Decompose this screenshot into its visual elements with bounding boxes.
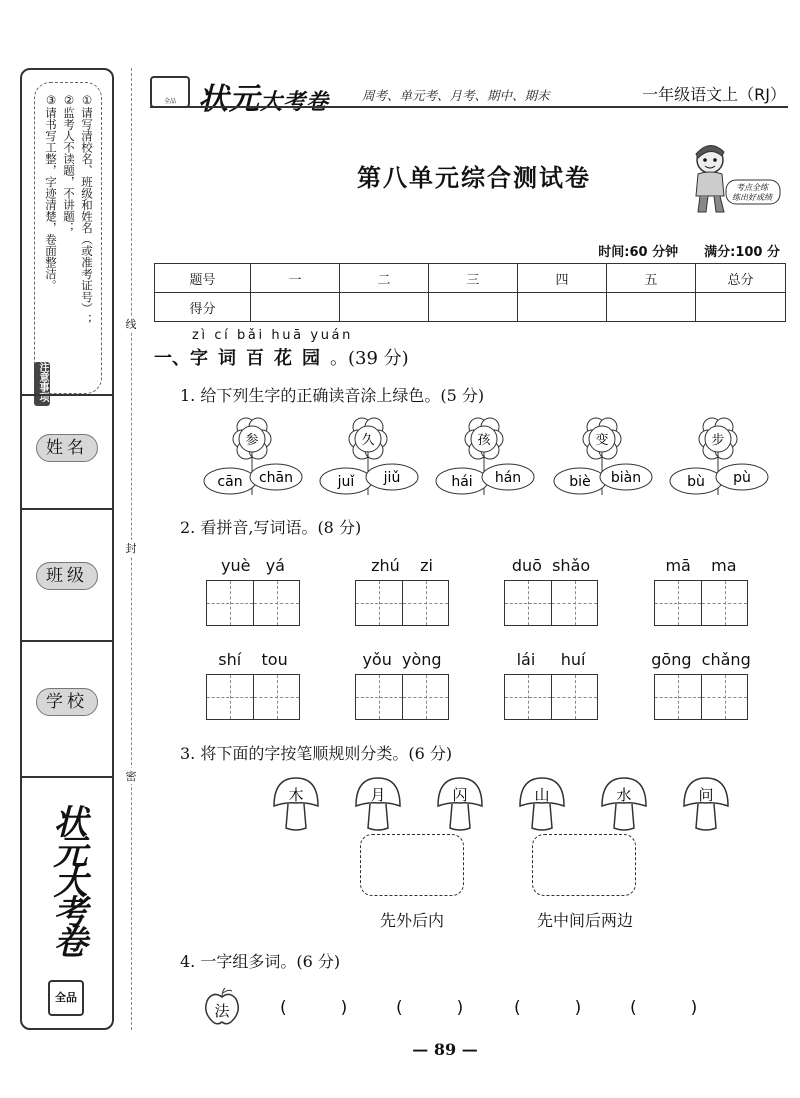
answer-blank-4[interactable]: ( ) [630, 998, 698, 1018]
writing-grid[interactable] [504, 580, 598, 626]
notes-title: 注意事项 [34, 362, 50, 406]
pinyin-right: jiǔ [383, 470, 401, 486]
writing-grid[interactable] [654, 580, 748, 626]
word-pinyin: lái huí [516, 650, 586, 669]
score-input-cell[interactable] [429, 293, 518, 322]
note-1: ①请写清校名、班级和姓名（或准考证号）； [80, 93, 94, 326]
pinyin-left: juǐ [337, 474, 355, 490]
divider [22, 640, 112, 642]
note-2: ②监考人不读题，不讲题； [62, 93, 76, 234]
flower-char: 参 [245, 433, 259, 448]
apple-char: 法 [214, 1002, 230, 1020]
answer-blank-3[interactable]: ( ) [514, 998, 582, 1018]
table-cell: 三 [429, 264, 518, 293]
mushroom-4[interactable] [518, 776, 566, 832]
time-limit: 时间:60 分钟 [598, 245, 679, 260]
flower-char: 孩 [477, 433, 491, 448]
grade-label: 一年级语文上（RJ） [642, 85, 786, 104]
score-table-score-row [155, 293, 786, 322]
word-pinyin: yǒu yòng [362, 650, 442, 669]
table-cell: 得分 [155, 293, 251, 322]
section-title-chars: 字词百花园 [190, 348, 330, 369]
brand-icon [150, 76, 190, 108]
pinyin-left: biè [569, 474, 591, 490]
sidebar-logo [34, 790, 100, 1026]
page-number: — 89 — [412, 1040, 478, 1059]
page-title: 第八单元综合测试卷 [357, 163, 591, 192]
header-rule [150, 106, 788, 108]
cut-mark-line: 线 [121, 316, 141, 332]
section-points: 。(39 分) [330, 348, 409, 369]
mushroom-1[interactable] [272, 776, 320, 832]
section-pinyin: zì cí bǎi huā yuán [192, 328, 353, 343]
word-pinyin: shí tou [218, 650, 288, 669]
mushroom-5[interactable] [600, 776, 648, 832]
brand-name-b: 大考卷 [260, 90, 330, 115]
mushroom-char: 山 [534, 786, 550, 804]
brand-name-a: 状元 [198, 82, 260, 117]
score-input-cell[interactable] [251, 293, 340, 322]
mascot-text-2: 练出好成绩 [732, 193, 772, 202]
mushroom-2[interactable] [354, 776, 402, 832]
mascot-icon [686, 138, 782, 218]
notes-box [34, 82, 102, 394]
mushroom-char: 月 [370, 786, 386, 804]
word-pinyin: gōng chǎng [651, 650, 751, 669]
score-input-cell[interactable] [607, 293, 696, 322]
flower-1 [202, 415, 322, 503]
table-cell: 总分 [696, 264, 786, 293]
table-cell: 题号 [155, 264, 251, 293]
flower-2 [318, 415, 438, 503]
writing-grid[interactable] [654, 674, 748, 720]
pinyin-right: hán [494, 470, 522, 486]
sort-box-middle-sides[interactable] [532, 834, 636, 896]
table-cell: 一 [251, 264, 340, 293]
pinyin-left: bù [687, 474, 705, 490]
school-field-label: 学校 [36, 688, 98, 716]
brand-name [198, 74, 329, 118]
cut-mark-secret: 密 [121, 768, 141, 784]
mushroom-6[interactable] [682, 776, 730, 832]
sidebar-logo-text: 状元大考卷 [47, 804, 87, 954]
divider [22, 508, 112, 510]
writing-grid[interactable] [355, 580, 449, 626]
pinyin-right: pù [733, 470, 751, 486]
mushroom-char: 闪 [452, 786, 468, 804]
note-3: ③请书写工整，字迹清楚，卷面整洁。 [44, 93, 58, 291]
section-title: 一、字词百花园。(39 分) [154, 348, 409, 369]
score-table [154, 263, 786, 322]
sort-box-outer-inner[interactable] [360, 834, 464, 896]
score-input-cell[interactable] [340, 293, 429, 322]
sidebar-brand-icon: 全品 [48, 980, 84, 1016]
mushroom-char: 木 [288, 786, 304, 804]
answer-blank-1[interactable]: ( ) [280, 998, 348, 1018]
writing-grid[interactable] [355, 674, 449, 720]
divider [22, 776, 112, 778]
flower-char: 久 [361, 433, 375, 448]
flower-4 [552, 415, 672, 503]
time-info [572, 241, 780, 260]
mascot-text-1: 考点全练 [736, 183, 768, 192]
pinyin-right: biàn [610, 470, 642, 486]
word-pinyin: zhú zi [371, 556, 433, 575]
name-field-label: 姓名 [36, 434, 98, 462]
score-input-cell[interactable] [696, 293, 786, 322]
answer-blank-2[interactable]: ( ) [396, 998, 464, 1018]
word-pinyin: mā ma [665, 556, 737, 575]
pinyin-left: hái [451, 474, 473, 490]
question-1: 1. 给下列生字的正确读音涂上绿色。(5 分) [180, 386, 485, 405]
flower-char: 步 [711, 433, 725, 448]
pinyin-left: cān [217, 474, 243, 490]
flower-char: 变 [595, 433, 609, 448]
question-4: 4. 一字组多词。(6 分) [180, 952, 341, 971]
sort-label-2: 先中间后两边 [536, 911, 633, 930]
flower-3 [434, 415, 554, 503]
table-cell: 五 [607, 264, 696, 293]
word-pinyin: duō shǎo [511, 556, 591, 575]
full-score: 满分:100 分 [704, 245, 780, 260]
score-table-header-row [155, 264, 786, 293]
divider [22, 394, 112, 396]
writing-grid[interactable] [206, 674, 300, 720]
flower-5 [668, 415, 788, 503]
question-2: 2. 看拼音,写词语。(8 分) [180, 518, 362, 537]
mushroom-char: 问 [698, 786, 714, 804]
writing-grid[interactable] [206, 580, 300, 626]
mushroom-3[interactable] [436, 776, 484, 832]
word-pinyin: yuè yá [221, 556, 285, 575]
score-input-cell[interactable] [518, 293, 607, 322]
class-field-label: 班级 [36, 562, 98, 590]
sort-label-1: 先外后内 [379, 911, 444, 930]
cut-mark-seal: 封 [121, 540, 141, 556]
apple-icon [204, 987, 240, 1027]
question-3: 3. 将下面的字按笔顺规则分类。(6 分) [180, 744, 453, 763]
table-cell: 二 [340, 264, 429, 293]
binding-sidebar [20, 68, 114, 1030]
pinyin-right: chān [258, 470, 294, 486]
exam-types: 周考、单元考、月考、期中、期末 [362, 88, 550, 103]
writing-grid[interactable] [504, 674, 598, 720]
mushroom-char: 水 [616, 786, 632, 804]
brand-icon-label: 全品 [163, 98, 176, 105]
table-cell: 四 [518, 264, 607, 293]
